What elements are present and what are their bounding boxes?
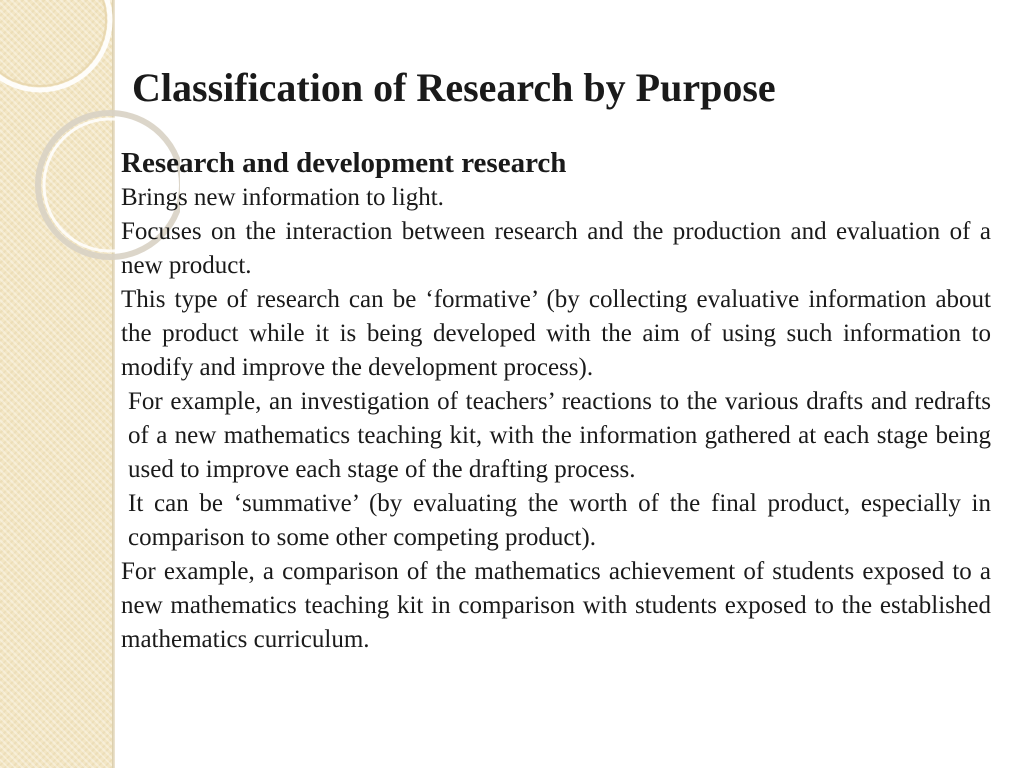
paragraph-summative-example: For example, a comparison of the mathematics achievement of students exposed to a new mathematics teaching kit in comparison with students exposed to the established mathematics curriculum.: [121, 558, 991, 653]
slide-title: Classification of Research by Purpose: [132, 65, 776, 110]
paragraph-summative: It can be ‘summative’ (by evaluating the worth of the final product, especially in comparison to some other competing product).: [128, 490, 991, 551]
slide-body: [121, 145, 991, 657]
section-subtitle: Research and development research: [121, 147, 567, 179]
paragraph-formative: This type of research can be ‘formative’ (by collecting evaluative information about the product while it is being developed with the aim of using such information to modify and improve the development process).: [121, 286, 991, 381]
paragraph-formative-example: For example, an investigation of teachers’ reactions to the various drafts and redrafts of a new mathematics teaching kit, with the information gathered at each stage being used to improve each stage of the drafting process.: [128, 388, 991, 483]
paragraph-focus: Focuses on the interaction between research and the production and evaluation of a new product.: [121, 218, 991, 279]
paragraph-intro: Brings new information to light.: [121, 184, 444, 211]
